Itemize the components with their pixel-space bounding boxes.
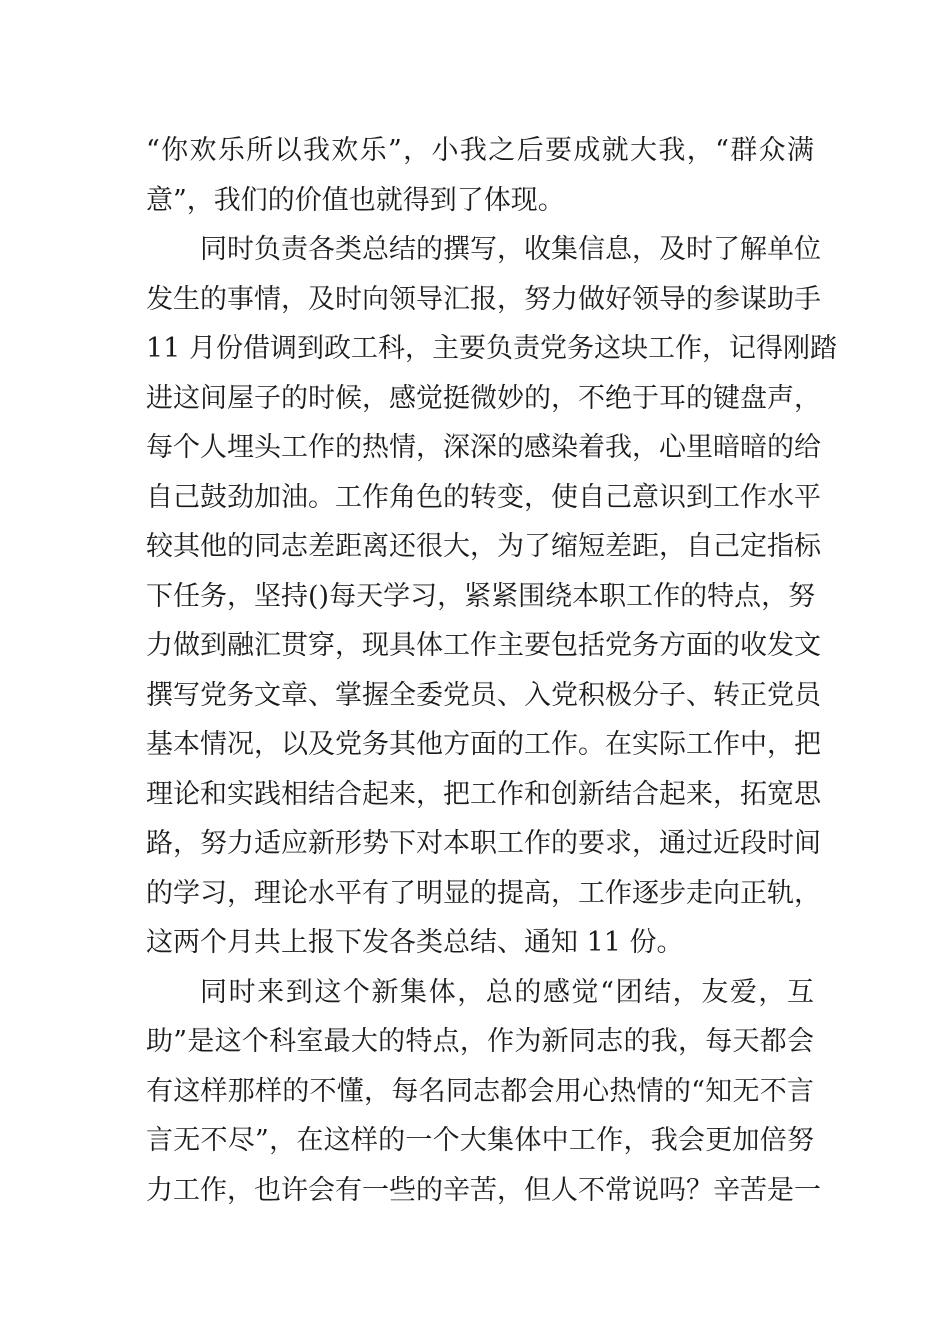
text-line: 较其他的同志差距离还很大，为了缩短差距，自己定指标 bbox=[146, 531, 821, 562]
text-line: 每个人埋头工作的热情，深深的感染着我，心里暗暗的给 bbox=[146, 432, 821, 463]
text-line: 撰写党务文章、掌握全委党员、入党积极分子、转正党员 bbox=[146, 679, 821, 711]
text-line: 力工作，也许会有一些的辛苦，但人不常说吗？辛苦是一 bbox=[146, 1174, 821, 1206]
text-line: 路，努力适应新形势下对本职工作的要求，通过近段时间 bbox=[146, 828, 821, 859]
text-line: 助”是这个科室最大的特点，作为新同志的我，每天都会 bbox=[146, 1026, 814, 1057]
text-line: 意”，我们的价值也就得到了体现。 bbox=[146, 184, 565, 216]
text-line: 发生的事情，及时向领导汇报，努力做好领导的参谋助手 bbox=[146, 283, 821, 315]
text-line: 基本情况，以及党务其他方面的工作。在实际工作中，把 bbox=[146, 729, 821, 760]
text-line: 力做到融汇贯穿，现具体工作主要包括党务方面的收发文 bbox=[146, 630, 821, 661]
text-line: 11 月份借调到政工科，主要负责党务这块工作，记得刚踏 bbox=[146, 333, 837, 364]
text-line: 同时负责各类总结的撰写，收集信息，及时了解单位 bbox=[200, 234, 821, 265]
text-line: 言无不尽”，在这样的一个大集体中工作，我会更加倍努 bbox=[146, 1125, 814, 1156]
text-line: “你欢乐所以我欢乐”，小我之后要成就大我，“群众满 bbox=[146, 135, 814, 166]
text-line: 下任务，坚持()每天学习，紧紧围绕本职工作的特点，努 bbox=[146, 580, 816, 612]
paragraph-1 bbox=[146, 126, 814, 225]
paragraph-3 bbox=[146, 968, 821, 1216]
text-line: 的学习，理论水平有了明显的提高，工作逐步走向正轨， bbox=[146, 877, 821, 909]
text-line: 进这间屋子的时候，感觉挺微妙的，不绝于耳的键盘声， bbox=[146, 382, 821, 414]
paragraph-2 bbox=[146, 225, 837, 968]
text-line: 自己鼓劲加油。工作角色的转变，使自己意识到工作水平 bbox=[146, 481, 821, 513]
text-line: 同时来到这个新集体，总的感觉“团结，友爱，互 bbox=[200, 976, 814, 1008]
text-line: 理论和实践相结合起来，把工作和创新结合起来，拓宽思 bbox=[146, 778, 821, 810]
text-line: 这两个月共上报下发各类总结、通知 11 份。 bbox=[146, 927, 684, 958]
text-line: 有这样那样的不懂，每名同志都会用心热情的“知无不言 bbox=[146, 1075, 814, 1107]
document-body bbox=[146, 126, 837, 1215]
